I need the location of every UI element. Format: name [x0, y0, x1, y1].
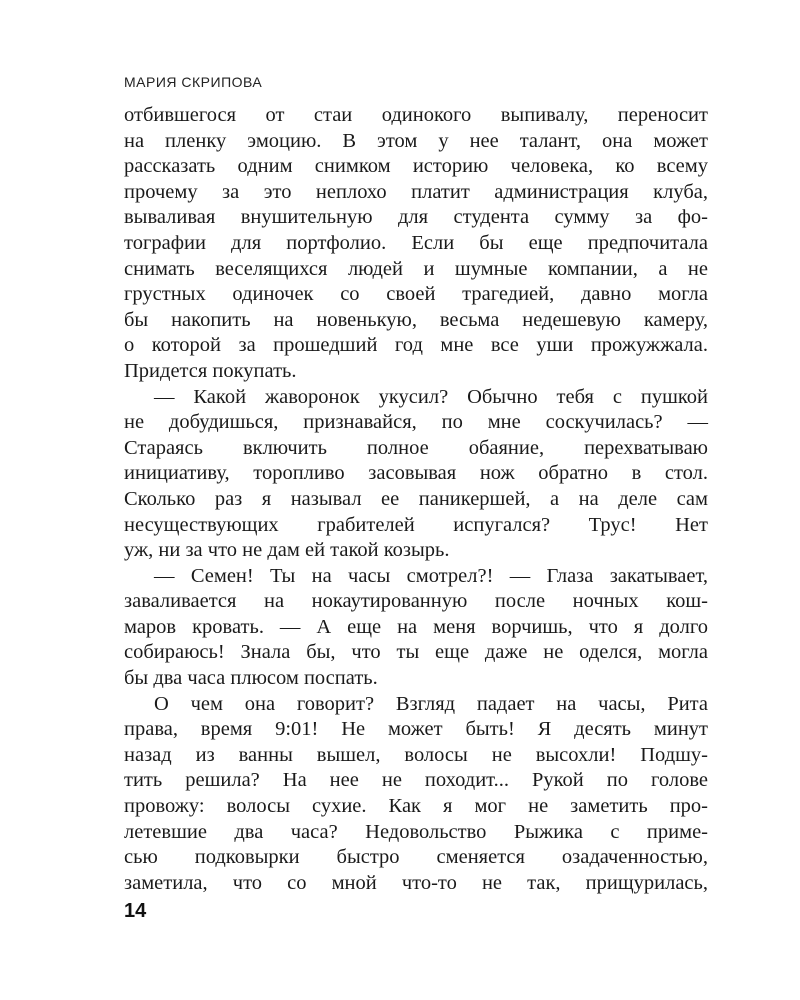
text-line: несуществующих грабителей испугался? Трус! Нет	[124, 513, 708, 536]
text-line: сью подковырки быстро сменяется озадаченностью,	[124, 846, 708, 869]
text-line: на пленку эмоцию. В этом у нее талант, она может	[124, 129, 708, 152]
body-text	[124, 103, 708, 896]
text-line: — Семен! Ты на часы смотрел?! — Глаза закатывает,	[154, 564, 708, 587]
text-line: назад из ванны вышел, волосы не высохли! Подшу-	[124, 743, 708, 766]
text-line: провожу: волосы сухие. Как я мог не заметить про-	[124, 795, 708, 818]
page-number: 14	[124, 900, 147, 922]
text-line: инициативу, торопливо засовывая нож обратно в стол.	[124, 462, 708, 485]
text-line: прочему за это неплохо платит администрация клуба,	[124, 180, 708, 203]
text-line: тографии для портфолио. Если бы еще предпочитала	[124, 231, 708, 254]
paragraph	[124, 564, 708, 692]
text-line: собираюсь! Знала бы, что ты еще даже не оделся, могла	[124, 641, 708, 664]
text-line: тить решила? На нее не походит... Рукой по голове	[124, 769, 708, 792]
text-line: маров кровать. — А еще на меня ворчишь, что я долго	[124, 615, 708, 638]
running-header-author: МАРИЯ СКРИПОВА	[124, 74, 263, 90]
text-line: бы два часа плюсом поспать.	[124, 667, 378, 690]
text-line: Придется покупать.	[124, 359, 297, 382]
text-line: права, время 9:01! Не может быть! Я десять минут	[124, 718, 708, 741]
text-line: Стараясь включить полное обаяние, перехватываю	[124, 436, 708, 459]
text-line: рассказать одним снимком историю человека, ко всему	[124, 155, 708, 178]
text-line: О чем она говорит? Взгляд падает на часы, Рита	[154, 692, 708, 715]
text-line: — Какой жаворонок укусил? Обычно тебя с пушкой	[154, 385, 708, 408]
paragraph	[124, 385, 708, 564]
text-line: грустных одиночек со своей трагедией, давно могла	[124, 283, 708, 306]
paragraph	[124, 692, 708, 897]
text-line: летевшие два часа? Недовольство Рыжика с приме-	[124, 820, 708, 843]
text-line: вываливая внушительную для студента сумму за фо-	[124, 206, 708, 229]
text-line: заваливается на нокаутированную после ночных кош-	[124, 590, 708, 613]
paragraph	[124, 103, 708, 385]
text-line: снимать веселящихся людей и шумные компании, а не	[124, 257, 708, 280]
text-line: Сколько раз я называл ее паникершей, а на деле сам	[124, 487, 708, 510]
text-line: бы накопить на новенькую, весьма недешевую камеру,	[124, 308, 708, 331]
text-line: о которой за прошедший год мне все уши прожужжала.	[124, 334, 708, 357]
text-line: уж, ни за что не дам ей такой козырь.	[124, 539, 450, 562]
text-line: заметила, что со мной что-то не так, прищурилась,	[124, 871, 708, 894]
text-line: отбившегося от стаи одинокого выпивалу, переносит	[124, 104, 708, 126]
text-line: не добудишься, признавайся, по мне соскучилась? —	[124, 411, 708, 434]
